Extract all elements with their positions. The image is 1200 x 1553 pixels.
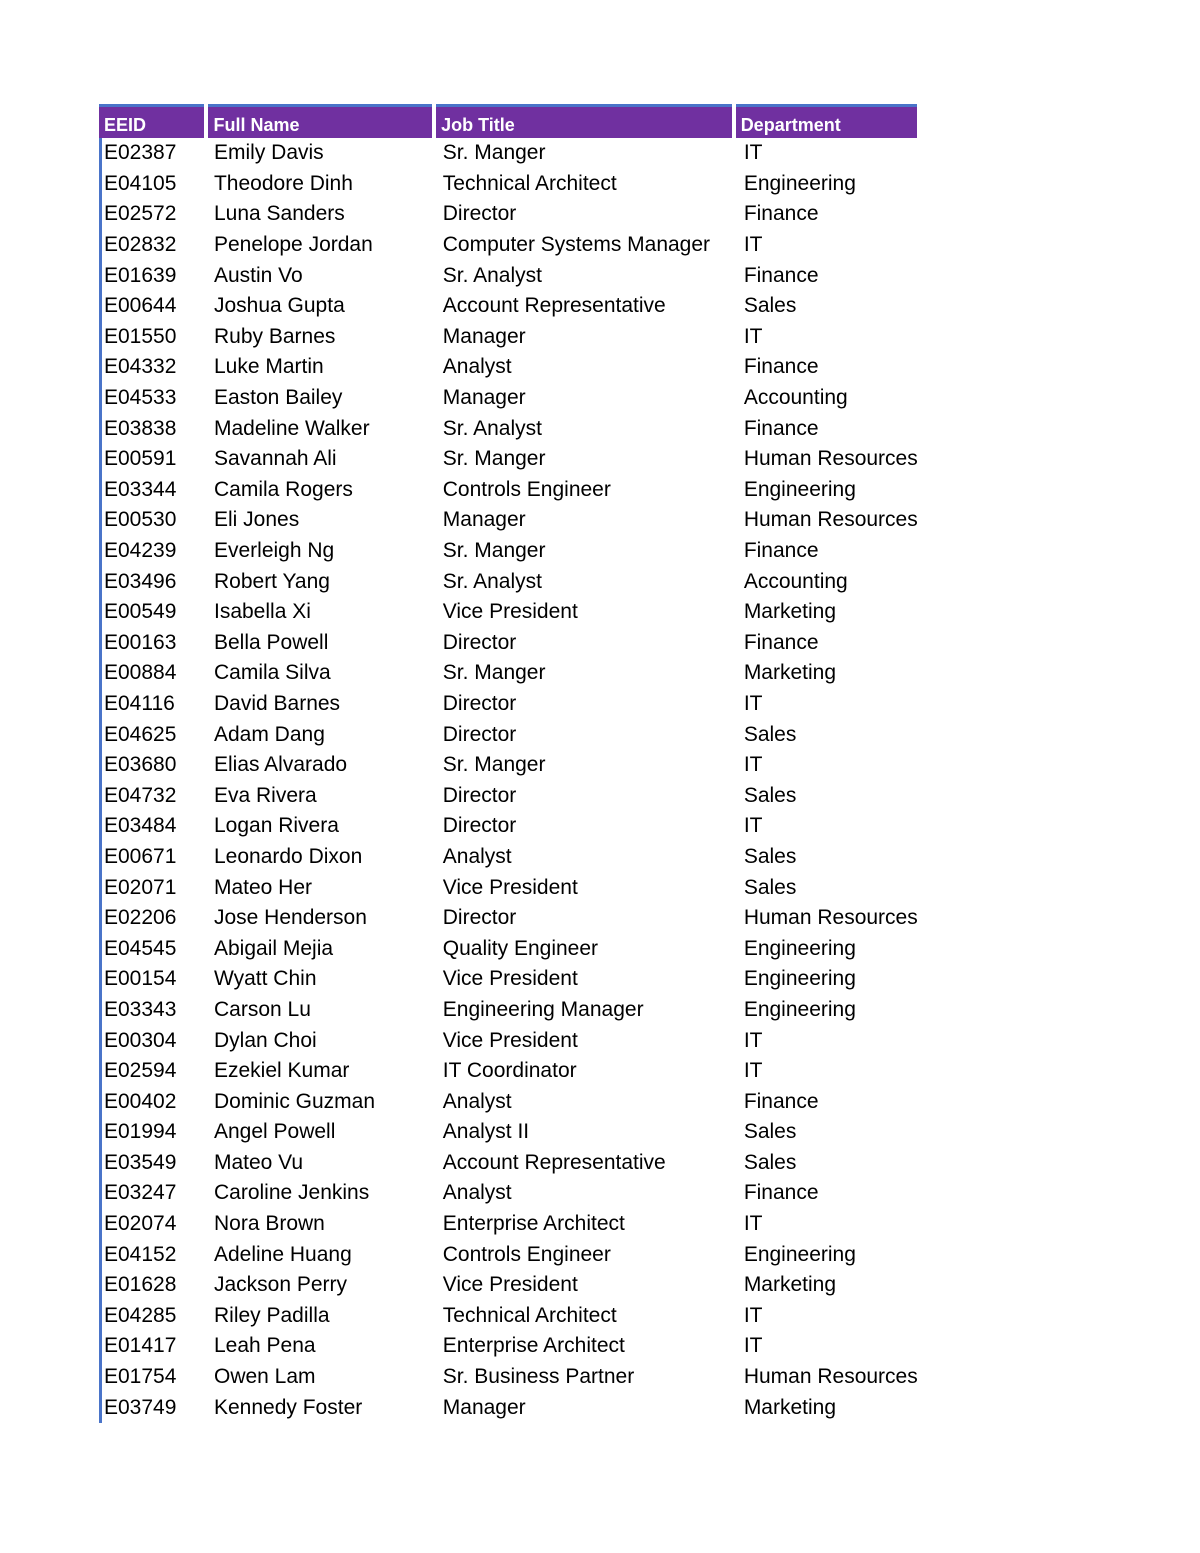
cell-eeid[interactable]: E02387 (104, 141, 177, 165)
table-row[interactable] (99, 597, 921, 628)
table-body (99, 138, 921, 1423)
cell-eeid[interactable]: E03749 (104, 1395, 177, 1419)
cell-full-name[interactable]: Riley Padilla (213, 1303, 330, 1327)
cell-job-title[interactable]: Account Representative (442, 294, 666, 318)
cell-full-name[interactable]: Savannah Ali (213, 447, 337, 471)
cell-eeid[interactable]: E03484 (104, 814, 177, 838)
cell-department[interactable]: Finance (743, 1181, 819, 1205)
cell-eeid[interactable]: E02206 (104, 906, 177, 930)
cell-department[interactable]: Engineering (743, 936, 856, 960)
cell-job-title[interactable]: Engineering Manager (442, 997, 644, 1021)
cell-eeid[interactable]: E03247 (104, 1181, 177, 1205)
cell-full-name[interactable]: Luke Martin (213, 355, 324, 379)
table-row[interactable] (99, 995, 921, 1026)
table-row[interactable] (99, 1025, 921, 1056)
cell-full-name[interactable]: Austin Vo (213, 263, 303, 287)
cell-department[interactable]: Human Resources (743, 1365, 918, 1389)
table-row[interactable] (99, 1209, 921, 1240)
cell-full-name[interactable]: Everleigh Ng (213, 539, 335, 563)
cell-eeid[interactable]: E03549 (104, 1150, 177, 1174)
cell-eeid[interactable]: E04533 (104, 386, 177, 410)
cell-full-name[interactable]: Mateo Vu (213, 1150, 304, 1174)
cell-eeid[interactable]: E02071 (104, 875, 177, 899)
cell-eeid[interactable]: E04732 (104, 783, 177, 807)
cell-department[interactable]: Marketing (743, 1395, 837, 1419)
table-row[interactable] (99, 444, 921, 475)
cell-eeid[interactable]: E04152 (104, 1242, 177, 1266)
cell-full-name[interactable]: David Barnes (213, 691, 341, 715)
cell-eeid[interactable]: E01550 (104, 324, 177, 348)
cell-job-title[interactable]: Analyst (442, 1181, 512, 1205)
table-row[interactable] (99, 689, 921, 720)
table-row[interactable] (99, 169, 921, 200)
cell-eeid[interactable]: E04332 (104, 355, 177, 379)
cell-full-name[interactable]: Abigail Mejia (213, 936, 334, 960)
table-row[interactable] (99, 291, 921, 322)
cell-full-name[interactable]: Elias Alvarado (213, 753, 348, 777)
cell-eeid[interactable]: E03343 (104, 997, 177, 1021)
cell-eeid[interactable]: E00884 (104, 661, 177, 685)
cell-department[interactable]: IT (743, 691, 763, 715)
cell-full-name[interactable]: Madeline Walker (213, 416, 370, 440)
cell-job-title[interactable]: Director (442, 814, 517, 838)
table-row[interactable] (99, 750, 921, 781)
cell-full-name[interactable]: Angel Powell (213, 1120, 336, 1144)
cell-job-title[interactable]: Quality Engineer (442, 936, 599, 960)
table-row[interactable] (99, 1117, 921, 1148)
table-row[interactable] (99, 658, 921, 689)
table-row[interactable] (99, 566, 921, 597)
cell-job-title[interactable]: Director (442, 630, 517, 654)
table-row[interactable] (99, 536, 921, 567)
cell-job-title[interactable]: Technical Architect (442, 1303, 617, 1327)
table-row[interactable] (99, 383, 921, 414)
cell-department[interactable]: Finance (743, 263, 819, 287)
cell-job-title[interactable]: Director (442, 202, 517, 226)
cell-full-name[interactable]: Caroline Jenkins (213, 1181, 370, 1205)
cell-full-name[interactable]: Camila Silva (213, 661, 331, 685)
cell-department[interactable]: IT (743, 1028, 763, 1052)
table-row[interactable] (99, 1178, 921, 1209)
cell-eeid[interactable]: E03496 (104, 569, 177, 593)
cell-full-name[interactable]: Jackson Perry (213, 1273, 348, 1297)
cell-eeid[interactable]: E03344 (104, 477, 177, 501)
cell-eeid[interactable]: E02074 (104, 1212, 177, 1236)
cell-department[interactable]: Human Resources (743, 447, 918, 471)
cell-job-title[interactable]: Controls Engineer (442, 477, 611, 501)
cell-department[interactable]: Engineering (743, 967, 856, 991)
cell-job-title[interactable]: Director (442, 783, 517, 807)
cell-full-name[interactable]: Eli Jones (213, 508, 300, 532)
table-row[interactable] (99, 1056, 921, 1087)
cell-full-name[interactable]: Robert Yang (213, 569, 330, 593)
cell-full-name[interactable]: Leonardo Dixon (213, 844, 363, 868)
table-row[interactable] (99, 842, 921, 873)
cell-job-title[interactable]: Sr. Analyst (442, 416, 542, 440)
cell-department[interactable]: Finance (743, 202, 819, 226)
cell-department[interactable]: IT (743, 141, 763, 165)
cell-job-title[interactable]: Controls Engineer (442, 1242, 611, 1266)
cell-department[interactable]: Finance (743, 539, 819, 563)
cell-department[interactable]: Human Resources (743, 508, 918, 532)
cell-job-title[interactable]: Vice President (442, 967, 578, 991)
cell-job-title[interactable]: Technical Architect (442, 171, 617, 195)
table-row[interactable] (99, 1392, 921, 1423)
cell-job-title[interactable]: Sr. Analyst (442, 263, 542, 287)
cell-eeid[interactable]: E02594 (104, 1059, 177, 1083)
table-row[interactable] (99, 352, 921, 383)
cell-eeid[interactable]: E00530 (104, 508, 177, 532)
cell-department[interactable]: Human Resources (743, 906, 918, 930)
cell-department[interactable]: IT (743, 1303, 763, 1327)
cell-department[interactable]: Sales (743, 875, 797, 899)
cell-department[interactable]: Finance (743, 355, 819, 379)
cell-full-name[interactable]: Nora Brown (213, 1212, 325, 1236)
cell-department[interactable]: Engineering (743, 477, 856, 501)
cell-full-name[interactable]: Logan Rivera (213, 814, 339, 838)
cell-full-name[interactable]: Luna Sanders (213, 202, 345, 226)
cell-department[interactable]: IT (743, 753, 763, 777)
cell-department[interactable]: IT (743, 814, 763, 838)
cell-department[interactable]: Accounting (743, 569, 848, 593)
cell-job-title[interactable]: Director (442, 691, 517, 715)
cell-job-title[interactable]: Manager (442, 324, 526, 348)
cell-eeid[interactable]: E01994 (104, 1120, 177, 1144)
cell-job-title[interactable]: Vice President (442, 1273, 578, 1297)
cell-eeid[interactable]: E04285 (104, 1303, 177, 1327)
cell-eeid[interactable]: E04239 (104, 539, 177, 563)
cell-full-name[interactable]: Owen Lam (213, 1365, 316, 1389)
cell-department[interactable]: Finance (743, 416, 819, 440)
cell-eeid[interactable]: E00549 (104, 600, 177, 624)
table-row[interactable] (99, 719, 921, 750)
table-row[interactable] (99, 1301, 921, 1332)
cell-department[interactable]: IT (743, 233, 763, 257)
cell-job-title[interactable]: Sr. Business Partner (442, 1365, 635, 1389)
cell-full-name[interactable]: Camila Rogers (213, 477, 353, 501)
cell-full-name[interactable]: Dylan Choi (213, 1028, 317, 1052)
cell-department[interactable]: Engineering (743, 171, 856, 195)
table-row[interactable] (99, 780, 921, 811)
cell-department[interactable]: Engineering (743, 997, 856, 1021)
table-row[interactable] (99, 872, 921, 903)
cell-job-title[interactable]: IT Coordinator (442, 1059, 577, 1083)
cell-eeid[interactable]: E01639 (104, 263, 177, 287)
cell-department[interactable]: Marketing (743, 1273, 837, 1297)
cell-eeid[interactable]: E00671 (104, 844, 177, 868)
cell-job-title[interactable]: Analyst (442, 1089, 512, 1113)
column-header-eeid[interactable]: EEID (99, 104, 204, 138)
cell-job-title[interactable]: Analyst (442, 355, 512, 379)
cell-job-title[interactable]: Director (442, 722, 517, 746)
cell-eeid[interactable]: E04116 (104, 691, 175, 715)
cell-full-name[interactable]: Emily Davis (213, 141, 324, 165)
cell-job-title[interactable]: Analyst II (442, 1120, 530, 1144)
cell-department[interactable]: Engineering (743, 1242, 856, 1266)
cell-department[interactable]: Sales (743, 783, 797, 807)
cell-eeid[interactable]: E01754 (104, 1365, 177, 1389)
cell-full-name[interactable]: Joshua Gupta (213, 294, 345, 318)
cell-department[interactable]: Sales (743, 844, 797, 868)
cell-full-name[interactable]: Ruby Barnes (213, 324, 336, 348)
cell-job-title[interactable]: Enterprise Architect (442, 1212, 625, 1236)
cell-full-name[interactable]: Eva Rivera (213, 783, 317, 807)
cell-department[interactable]: Sales (743, 722, 797, 746)
column-header-department[interactable]: Department (736, 104, 917, 138)
cell-full-name[interactable]: Theodore Dinh (213, 171, 353, 195)
table-header-row (99, 104, 921, 138)
cell-job-title[interactable]: Account Representative (442, 1150, 666, 1174)
column-header-job-title[interactable]: Job Title (436, 104, 732, 138)
cell-job-title[interactable]: Manager (442, 386, 526, 410)
employee-table (99, 104, 921, 1423)
table-row[interactable] (99, 505, 921, 536)
table-row[interactable] (99, 138, 921, 169)
cell-eeid[interactable]: E00644 (104, 294, 177, 318)
table-row[interactable] (99, 260, 921, 291)
cell-department[interactable]: Accounting (743, 386, 848, 410)
cell-department[interactable]: IT (743, 1059, 763, 1083)
cell-job-title[interactable]: Director (442, 906, 517, 930)
table-row[interactable] (99, 1148, 921, 1179)
cell-eeid[interactable]: E00163 (104, 630, 177, 654)
cell-job-title[interactable]: Enterprise Architect (442, 1334, 625, 1358)
cell-eeid[interactable]: E04545 (104, 936, 177, 960)
cell-department[interactable]: Sales (743, 1120, 797, 1144)
cell-eeid[interactable]: E02832 (104, 233, 177, 257)
cell-department[interactable]: Marketing (743, 600, 837, 624)
table-row[interactable] (99, 413, 921, 444)
cell-department[interactable]: Sales (743, 1150, 797, 1174)
table-row[interactable] (99, 964, 921, 995)
table-row[interactable] (99, 1331, 921, 1362)
cell-job-title[interactable]: Vice President (442, 875, 578, 899)
cell-full-name[interactable]: Adam Dang (213, 722, 325, 746)
cell-department[interactable]: Marketing (743, 661, 837, 685)
cell-full-name[interactable]: Leah Pena (213, 1334, 316, 1358)
table-row[interactable] (99, 628, 921, 659)
cell-job-title[interactable]: Computer Systems Manager (442, 233, 711, 257)
cell-job-title[interactable]: Sr. Manger (442, 141, 546, 165)
cell-department[interactable]: IT (743, 1212, 763, 1236)
cell-full-name[interactable]: Bella Powell (213, 630, 329, 654)
cell-job-title[interactable]: Sr. Manger (442, 447, 546, 471)
cell-job-title[interactable]: Manager (442, 1395, 526, 1419)
cell-job-title[interactable]: Vice President (442, 600, 578, 624)
cell-eeid[interactable]: E01417 (104, 1334, 177, 1358)
cell-job-title[interactable]: Analyst (442, 844, 512, 868)
table-row[interactable] (99, 903, 921, 934)
table-row[interactable] (99, 933, 921, 964)
cell-full-name[interactable]: Adeline Huang (213, 1242, 352, 1266)
cell-full-name[interactable]: Wyatt Chin (213, 967, 317, 991)
cell-eeid[interactable]: E01628 (104, 1273, 177, 1297)
cell-eeid[interactable]: E00154 (104, 967, 177, 991)
table-row[interactable] (99, 1270, 921, 1301)
table-row[interactable] (99, 1086, 921, 1117)
cell-department[interactable]: Sales (743, 294, 797, 318)
cell-job-title[interactable]: Sr. Analyst (442, 569, 542, 593)
cell-full-name[interactable]: Mateo Her (213, 875, 313, 899)
cell-full-name[interactable]: Jose Henderson (213, 906, 367, 930)
column-header-full-name[interactable]: Full Name (208, 104, 432, 138)
cell-full-name[interactable]: Kennedy Foster (213, 1395, 363, 1419)
cell-eeid[interactable]: E03680 (104, 753, 177, 777)
cell-eeid[interactable]: E00402 (104, 1089, 177, 1113)
cell-department[interactable]: Finance (743, 630, 819, 654)
cell-department[interactable]: IT (743, 1334, 763, 1358)
cell-eeid[interactable]: E04105 (104, 171, 177, 195)
cell-eeid[interactable]: E00304 (104, 1028, 177, 1052)
cell-full-name[interactable]: Carson Lu (213, 997, 311, 1021)
table-row[interactable] (99, 322, 921, 353)
table-row[interactable] (99, 811, 921, 842)
cell-department[interactable]: Finance (743, 1089, 819, 1113)
table-row[interactable] (99, 230, 921, 261)
cell-full-name[interactable]: Dominic Guzman (213, 1089, 376, 1113)
table-row[interactable] (99, 1239, 921, 1270)
cell-eeid[interactable]: E04625 (104, 722, 177, 746)
cell-job-title[interactable]: Manager (442, 508, 526, 532)
cell-full-name[interactable]: Ezekiel Kumar (213, 1059, 350, 1083)
cell-full-name[interactable]: Penelope Jordan (213, 233, 373, 257)
table-row[interactable] (99, 475, 921, 506)
cell-eeid[interactable]: E00591 (104, 447, 177, 471)
cell-job-title[interactable]: Vice President (442, 1028, 578, 1052)
table-row[interactable] (99, 199, 921, 230)
cell-job-title[interactable]: Sr. Manger (442, 661, 546, 685)
cell-job-title[interactable]: Sr. Manger (442, 753, 546, 777)
cell-eeid[interactable]: E02572 (104, 202, 177, 226)
table-row[interactable] (99, 1362, 921, 1393)
cell-full-name[interactable]: Isabella Xi (213, 600, 311, 624)
cell-eeid[interactable]: E03838 (104, 416, 177, 440)
cell-job-title[interactable]: Sr. Manger (442, 539, 546, 563)
cell-full-name[interactable]: Easton Bailey (213, 386, 343, 410)
cell-department[interactable]: IT (743, 324, 763, 348)
